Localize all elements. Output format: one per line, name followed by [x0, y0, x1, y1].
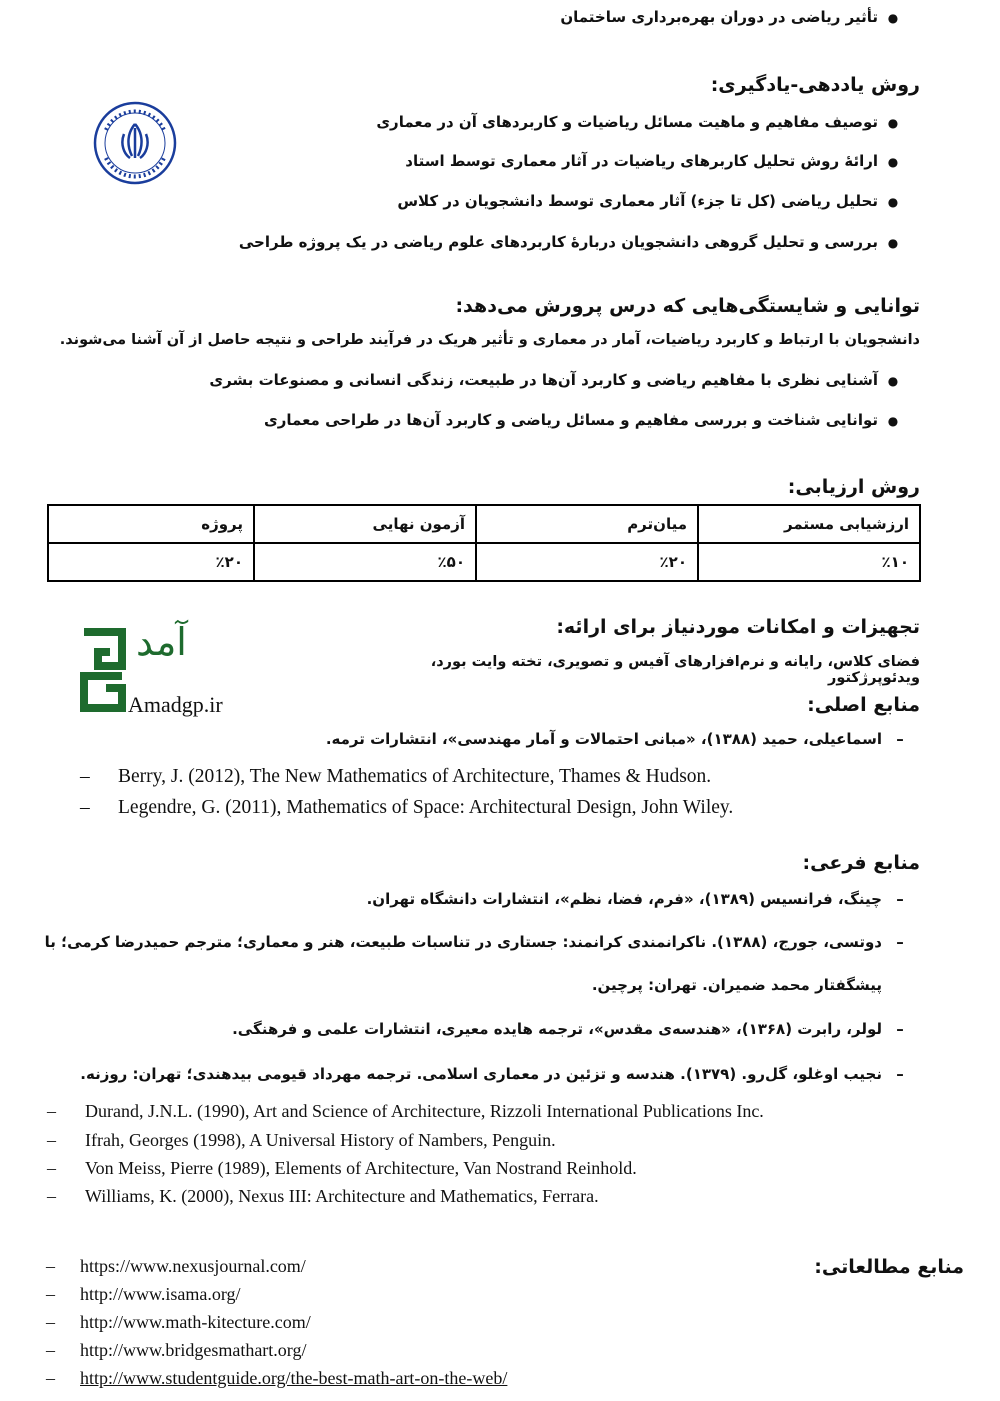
assessment-header: پروژه [48, 505, 254, 543]
competence-item: ● آشنایی نظری با مفاهیم ریاضی و کاربرد آن‌ها در طبیعت، زندگی انسانی و مصنوعات بشری [148, 371, 908, 389]
sub-ref-fa: – چینگ، فرانسیس (۱۳۸۹)، «فرم، فضا، نظم»، انتشارات دانشگاه تهران. [218, 890, 918, 908]
study-url[interactable]: – http://www.isama.org/ [46, 1284, 241, 1304]
assessment-table [47, 504, 921, 582]
study-url[interactable]: – http://www.studentguide.org/the-best-math-art-on-the-web/ [46, 1368, 508, 1388]
sub-refs-title: منابع فرعی: [802, 852, 920, 874]
main-ref-en: – Berry, J. (2012), The New Mathematics of Architecture, Thames & Hudson. [80, 766, 712, 787]
maze-logo-icon [78, 626, 128, 714]
assessment-header: میان‌ترم [476, 505, 698, 543]
table-row [48, 505, 920, 543]
competence-title: توانایی و شایستگی‌هایی که درس پرورش می‌دهد: [455, 295, 920, 317]
main-ref-fa: – اسماعیلی، حمید (۱۳۸۸)، «مبانی احتمالات و آمار مهندسی»، انتشارات ترمه. [218, 730, 918, 748]
assessment-value: ٪۲۰ [48, 543, 254, 581]
teaching-item: ● ارائهٔ روش تحلیل کاربرهای ریاضیات در آثار معماری توسط استاد [208, 152, 908, 170]
teaching-item: ● تحلیل ریاضی (کل تا جزء) آثار معماری توسط دانشجویان در کلاس [208, 192, 908, 210]
assessment-value: ٪۲۰ [476, 543, 698, 581]
assessment-value: ٪۱۰ [698, 543, 920, 581]
study-url[interactable]: – https://www.nexusjournal.com/ [46, 1256, 306, 1276]
equipment-text: فضای کلاس، رایانه و نرم‌افزارهای آفیس و تصویری، تخته وایت بورد، ویدئوپرژکتور [430, 654, 920, 686]
assessment-title: روش ارزیابی: [787, 476, 920, 498]
sub-ref-fa: – نجیب اوغلو، گل‌رو. (۱۳۷۹). هندسه و تزئین در معماری اسلامی. ترجمه مهرداد قیومی بیدهندی؛ تهران: روزنه. [58, 1065, 918, 1083]
sub-ref-fa: – لولر، رابرت (۱۳۶۸)، «هندسه‌ی مقدس»، ترجمه هایده معیری، انتشارات علمی و فرهنگی. [118, 1020, 918, 1038]
top-bullet: ● تأثیر ریاضی در دوران بهره‌برداری ساختمان [208, 8, 908, 26]
assessment-value: ٪۵۰ [254, 543, 476, 581]
equipment-title: تجهیزات و امکانات موردنیاز برای ارائه: [556, 616, 920, 638]
assessment-header: آزمون نهایی [254, 505, 476, 543]
study-refs-title: منابع مطالعاتی: [814, 1256, 964, 1278]
amad-logo [78, 620, 238, 722]
logo-site: Amadgp.ir [128, 692, 223, 717]
teaching-item: ● بررسی و تحلیل گروهی دانشجویان دربارهٔ کاربردهای علوم ریاضی در یک پروژه طراحی [148, 233, 908, 251]
sub-ref-fa: – دوتسی، جورج، (۱۳۸۸). ناکرانمندی کرانمند: جستاری در تناسبات طبیعت، هنر و معماری؛ مترجم حمیدرضا کرمی؛ با [18, 933, 918, 951]
main-refs-title: منابع اصلی: [807, 694, 920, 716]
ministry-seal-icon [92, 100, 178, 186]
assessment-header: ارزشیابی مستمر [698, 505, 920, 543]
study-url[interactable]: – http://www.bridgesmathart.org/ [46, 1340, 307, 1360]
sub-ref-fa-cont: پیشگفتار محمد ضمیران. تهران: پرچین. [591, 976, 882, 994]
main-ref-en: – Legendre, G. (2011), Mathematics of Space: Architectural Design, John Wiley. [80, 797, 734, 818]
sub-ref-en: – Von Meiss, Pierre (1989), Elements of Architecture, Van Nostrand Reinhold. [47, 1158, 637, 1178]
logo-text: آمد [136, 620, 187, 664]
sub-ref-en: – Ifrah, Georges (1998), A Universal History of Nambers, Penguin. [47, 1130, 556, 1150]
sub-ref-en: – Durand, J.N.L. (1990), Art and Science of Architecture, Rizzoli International Publications Inc. [47, 1101, 764, 1121]
competence-item: ● توانایی شناخت و بررسی مفاهیم و مسائل ریاضی و کاربرد آن‌ها در طراحی معماری [148, 411, 908, 429]
competence-intro: دانشجویان با ارتباط و کاربرد ریاضیات، آمار در معماری و تأثیر هریک در فرآیند طراحی و نتیجه حاصل از آن آشنا می‌شوند. [59, 332, 920, 348]
sub-ref-en: – Williams, K. (2000), Nexus III: Architecture and Mathematics, Ferrara. [47, 1186, 599, 1206]
table-row [48, 543, 920, 581]
teaching-title: روش یاددهی-یادگیری: [710, 74, 920, 96]
study-url[interactable]: – http://www.math-kitecture.com/ [46, 1312, 311, 1332]
teaching-item: ● توصیف مفاهیم و ماهیت مسائل ریاضیات و کاربردهای آن در معماری [208, 113, 908, 131]
